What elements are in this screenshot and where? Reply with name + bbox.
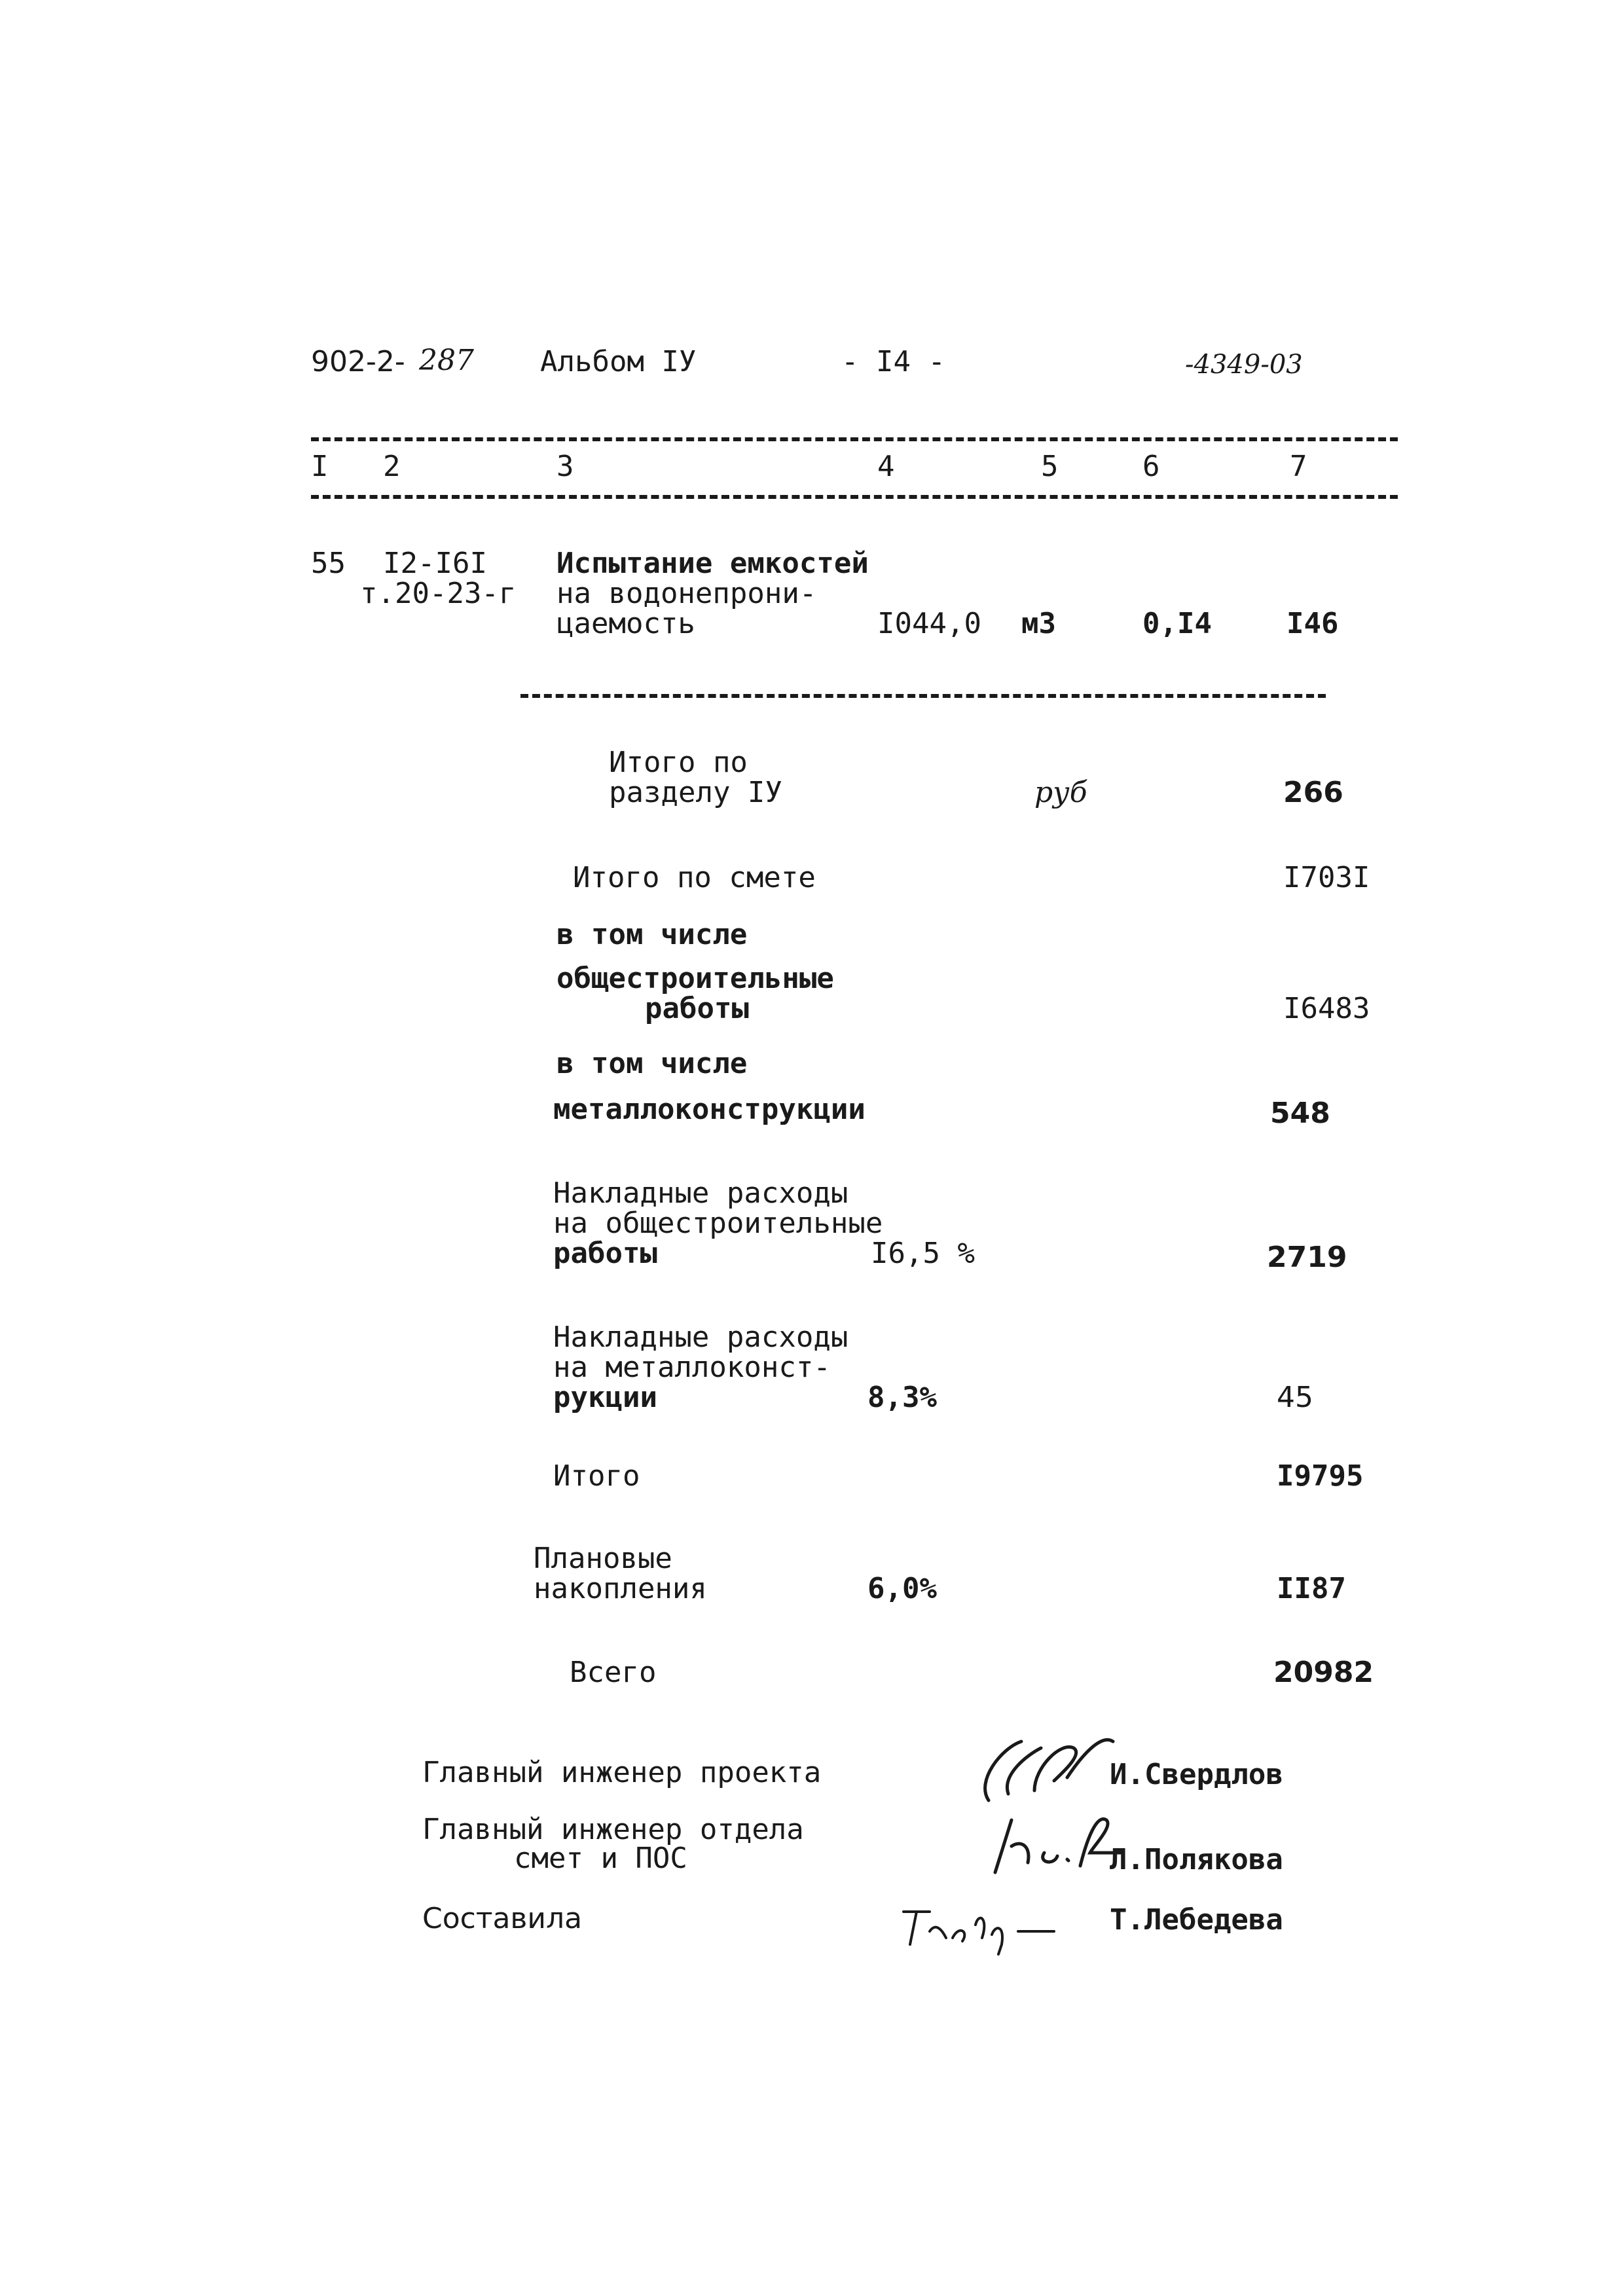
overhead-metal-rate: 8,3% <box>867 1381 937 1414</box>
signature-name-3: Т.Лебедева <box>1110 1903 1283 1937</box>
overhead-metal-line3: рукции <box>553 1381 657 1414</box>
divider-top <box>311 437 1398 441</box>
grand-total-label: Всего <box>570 1656 657 1689</box>
planned-savings-line1: Плановые <box>534 1542 672 1575</box>
row-total: I46 <box>1286 607 1339 640</box>
doc-prefix: 902-2- <box>311 345 405 378</box>
subtotal-label: Итого <box>553 1459 640 1493</box>
overhead-general-line2: на общестроительные <box>553 1207 883 1240</box>
section-total-value: 266 <box>1283 776 1343 809</box>
planned-savings-value: II87 <box>1277 1572 1346 1605</box>
doc-number: 287 <box>419 344 474 377</box>
metal-structures-label: металлоконструкции <box>553 1093 866 1126</box>
general-works-line1: общестроительные <box>556 962 834 995</box>
row-unit-price: 0,I4 <box>1142 607 1212 640</box>
divider-header-bottom <box>311 495 1398 499</box>
section-total-line1: Итого по <box>609 746 748 779</box>
overhead-general-rate: I6,5 % <box>871 1237 975 1270</box>
section-total-unit: руб <box>1034 776 1087 809</box>
including-label-2: в том числе <box>556 1047 748 1080</box>
signature-role-compiled: Составила <box>422 1902 583 1935</box>
grand-total-value: 20982 <box>1273 1656 1374 1689</box>
row-description-line2: на водонепрони- <box>556 577 817 610</box>
metal-structures-value: 548 <box>1270 1097 1330 1130</box>
row-code-line1: I2-I6I <box>383 547 487 580</box>
including-label-1: в том числе <box>556 918 748 951</box>
overhead-general-line3: работы <box>553 1237 657 1270</box>
overhead-metal-line2: на металлоконст- <box>553 1351 831 1384</box>
row-code-line2: т.20-23-г <box>360 577 517 610</box>
overhead-metal-value: 45 <box>1277 1381 1313 1414</box>
row-quantity: I044,0 <box>877 607 981 640</box>
handwritten-signature-3 <box>897 1886 1067 1958</box>
signature-role-chief-engineer: Главный инженер проекта <box>422 1756 822 1789</box>
signature-role-dept-line2: смет и ПОС <box>514 1842 687 1875</box>
general-works-value: I6483 <box>1283 992 1370 1025</box>
divider-row <box>520 694 1326 698</box>
column-number-3: 3 <box>556 450 574 483</box>
doc-code: -4349-03 <box>1185 350 1303 380</box>
row-description-line1: Испытание емкостей <box>556 547 869 580</box>
column-number-7: 7 <box>1290 450 1307 483</box>
column-number-6: 6 <box>1142 450 1160 483</box>
album-title: Альбом IУ <box>540 345 697 378</box>
signature-name-2: Л.Полякова <box>1110 1843 1283 1876</box>
signature-role-dept-line1: Главный инженер отдела <box>422 1813 804 1846</box>
planned-savings-line2: накопления <box>534 1572 707 1605</box>
overhead-metal-line1: Накладные расходы <box>553 1321 848 1354</box>
general-works-line2: работы <box>645 992 749 1025</box>
overhead-general-line1: Накладные расходы <box>553 1176 848 1210</box>
subtotal-value: I9795 <box>1277 1459 1364 1493</box>
column-number-5: 5 <box>1041 450 1059 483</box>
estimate-total-label: Итого по смете <box>573 861 816 894</box>
signature-name-1: И.Свердлов <box>1110 1758 1283 1791</box>
row-number: 55 <box>311 547 346 580</box>
column-number-4: 4 <box>877 450 895 483</box>
section-total-line2: разделу IУ <box>609 776 782 809</box>
row-description-line3: цаемость <box>556 607 695 640</box>
overhead-general-value: 2719 <box>1267 1241 1347 1274</box>
column-number-1: I <box>311 450 329 483</box>
estimate-total-value: I703I <box>1283 861 1370 894</box>
planned-savings-rate: 6,0% <box>867 1572 937 1605</box>
column-number-2: 2 <box>383 450 401 483</box>
row-unit: м3 <box>1021 607 1056 640</box>
page-number: - I4 - <box>841 345 945 378</box>
